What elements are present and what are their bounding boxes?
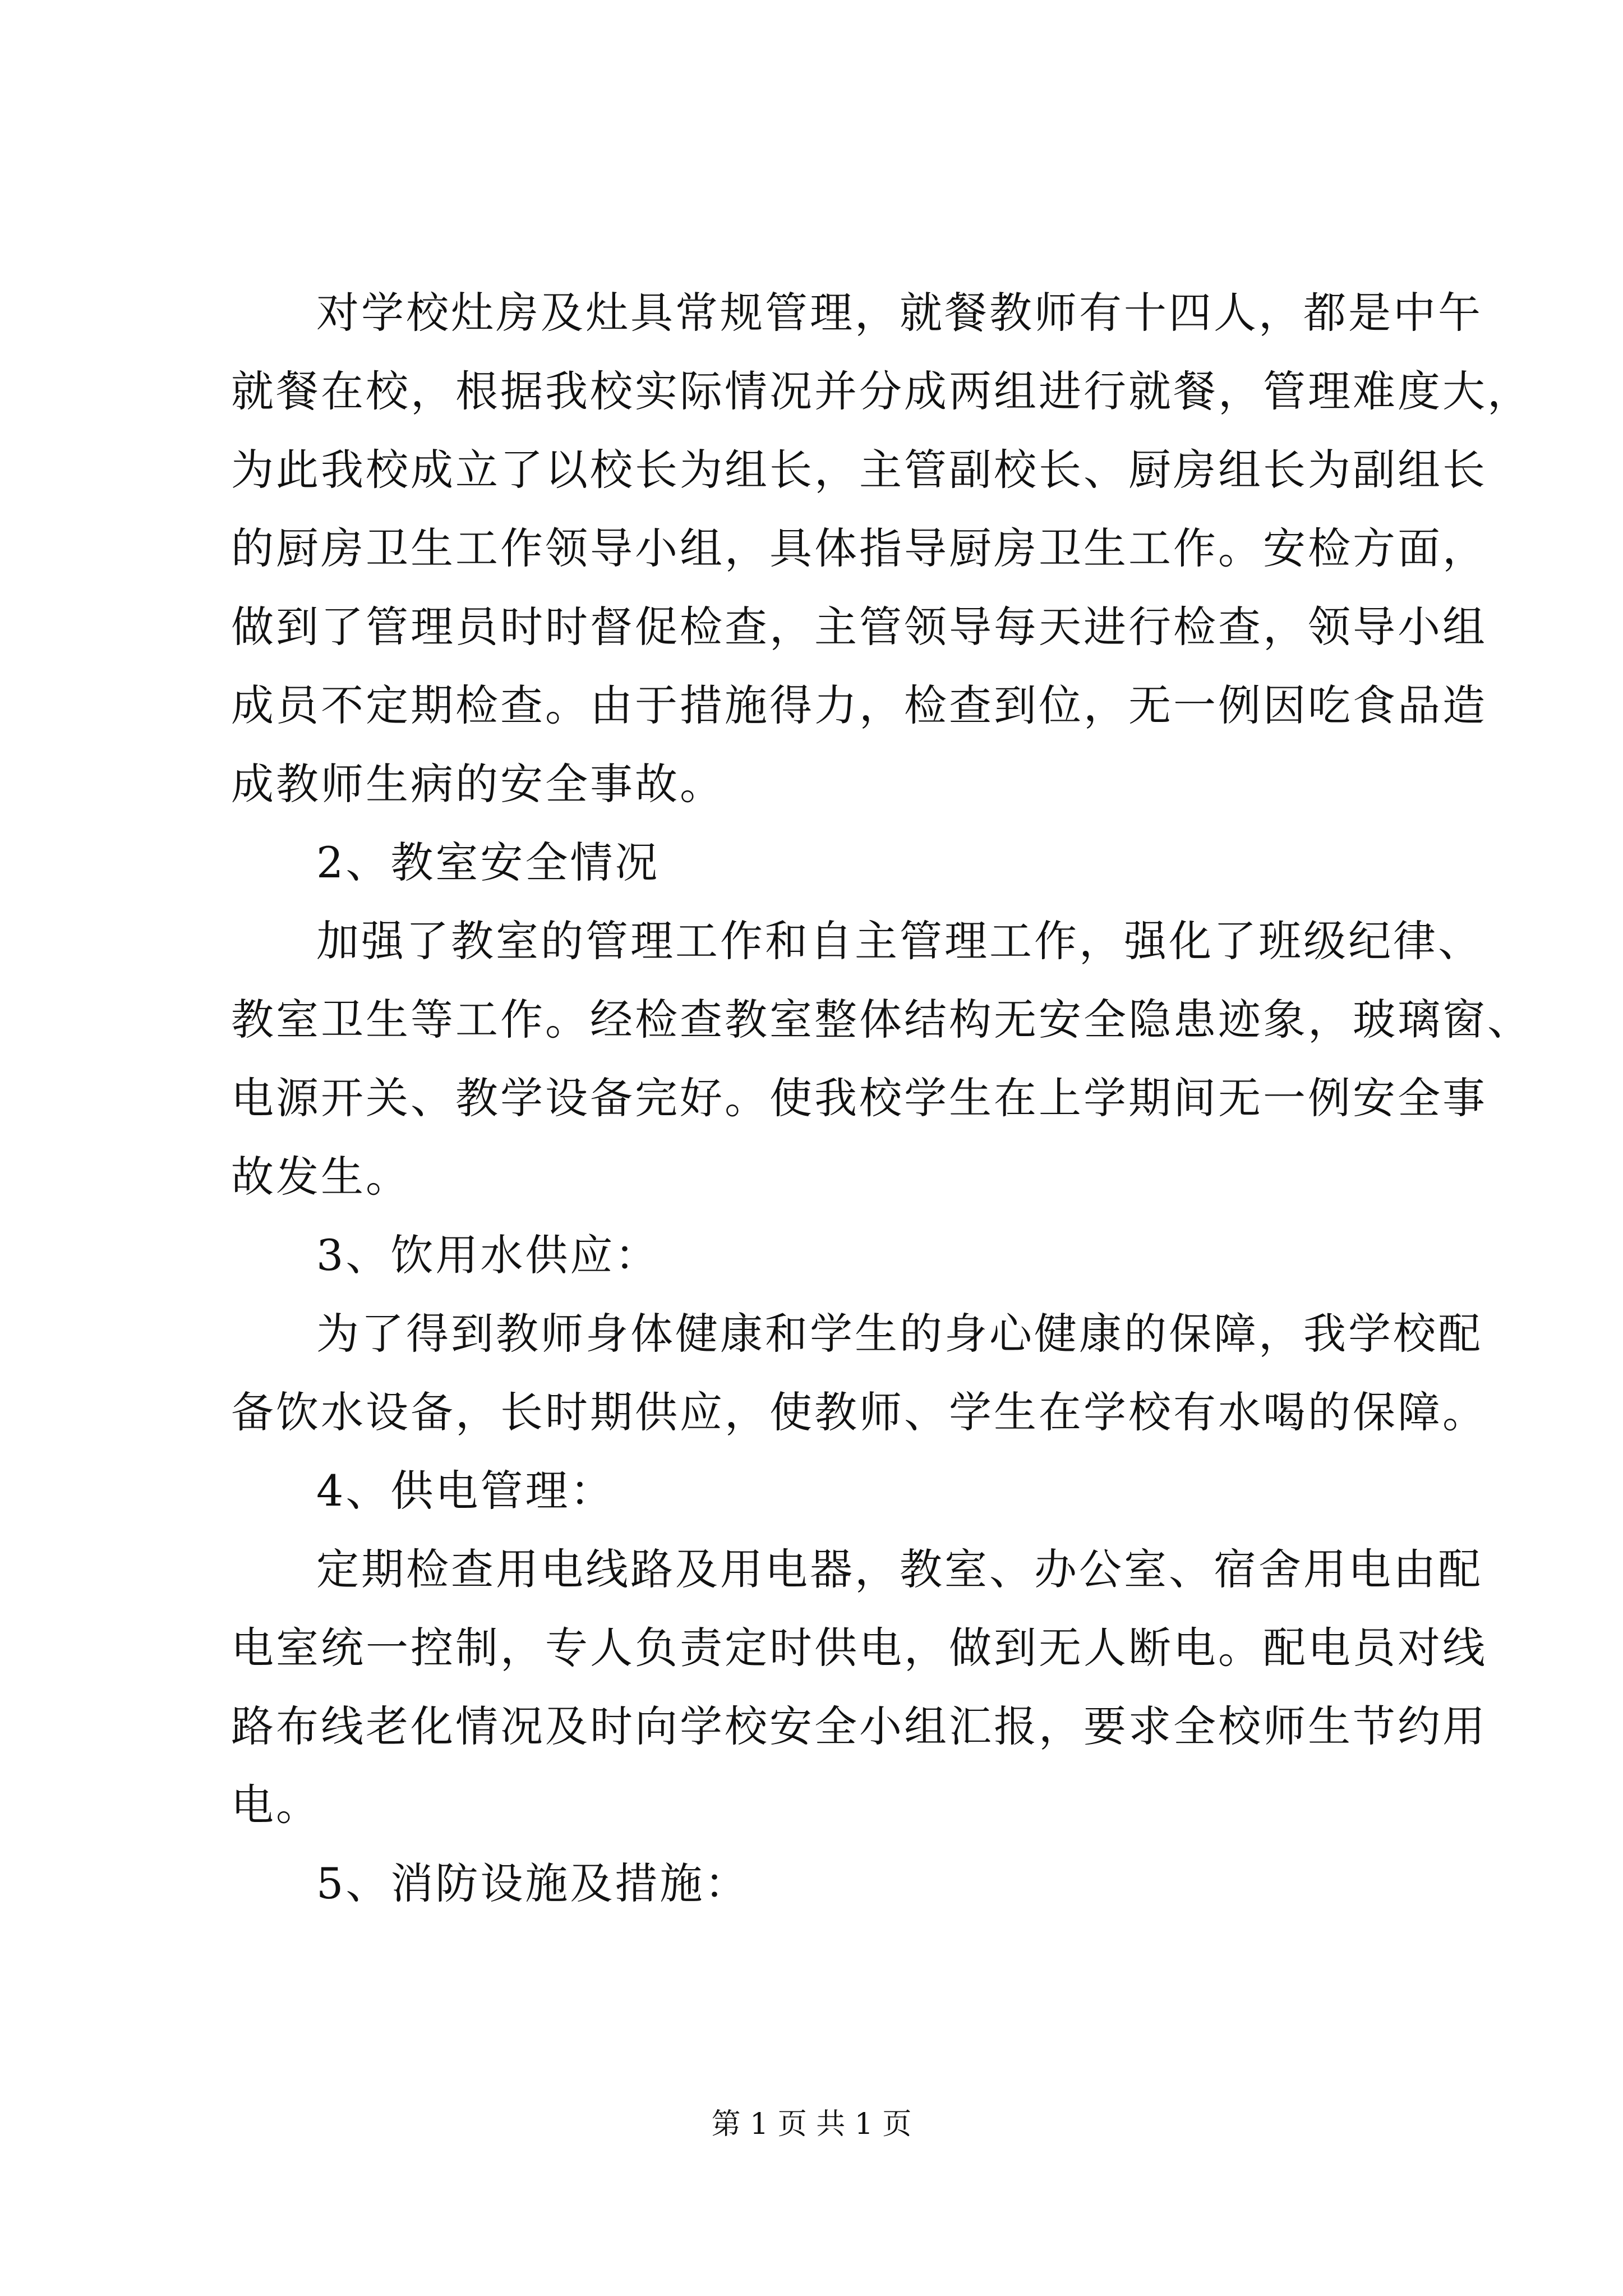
text-line: 加强了教室的管理工作和自主管理工作，强化了班级纪律、 xyxy=(316,916,1483,966)
section-heading-drinking-water: 3、饮用水供应： xyxy=(316,1230,660,1280)
text-line: 电。 xyxy=(231,1780,321,1830)
text-line: 教室卫生等工作。经检查教室整体结构无安全隐患迹象，玻璃窗、 xyxy=(231,995,1532,1045)
text-line: 对学校灶房及灶具常规管理，就餐教师有十四人，都是中午 xyxy=(316,288,1483,338)
section-heading-classroom-safety: 2、教室安全情况 xyxy=(316,838,660,887)
text-line: 电室统一控制，专人负责定时供电，做到无人断电。配电员对线 xyxy=(231,1623,1487,1673)
text-line: 故发生。 xyxy=(231,1152,411,1202)
text-line: 就餐在校，根据我校实际情况并分成两组进行就餐，管理难度大， xyxy=(231,366,1532,416)
text-line: 的厨房卫生工作领导小组，具体指导厨房卫生工作。安检方面， xyxy=(231,523,1487,573)
text-line: 为了得到教师身体健康和学生的身心健康的保障，我学校配 xyxy=(316,1309,1483,1359)
text-line: 电源开关、教学设备完好。使我校学生在上学期间无一例安全事 xyxy=(231,1073,1487,1123)
paragraph-classroom-safety xyxy=(231,902,1532,1216)
paragraph-drinking-water xyxy=(231,1295,1487,1452)
section-heading-power-supply: 4、供电管理： xyxy=(316,1466,615,1516)
text-line: 成员不定期检查。由于措施得力，检查到位，无一例因吃食品造 xyxy=(231,680,1487,730)
text-line: 路布线老化情况及时向学校安全小组汇报，要求全校师生节约用 xyxy=(231,1701,1487,1751)
text-line: 为此我校成立了以校长为组长，主管副校长、厨房组长为副组长 xyxy=(231,445,1487,495)
page-number-footer: 第 1 页 共 1 页 xyxy=(711,2108,912,2141)
paragraph-kitchen-management xyxy=(231,274,1532,823)
document-body xyxy=(231,274,1532,1923)
paragraph-power-supply xyxy=(231,1530,1487,1844)
text-line: 备饮水设备，长时期供应，使教师、学生在学校有水喝的保障。 xyxy=(231,1387,1487,1437)
text-line: 成教师生病的安全事故。 xyxy=(231,759,725,809)
text-line: 定期检查用电线路及用电器，教室、办公室、宿舍用电由配 xyxy=(316,1544,1483,1594)
text-line: 做到了管理员时时督促检查，主管领导每天进行检查，领导小组 xyxy=(231,602,1487,652)
section-heading-fire-safety: 5、消防设施及措施： xyxy=(316,1858,750,1908)
